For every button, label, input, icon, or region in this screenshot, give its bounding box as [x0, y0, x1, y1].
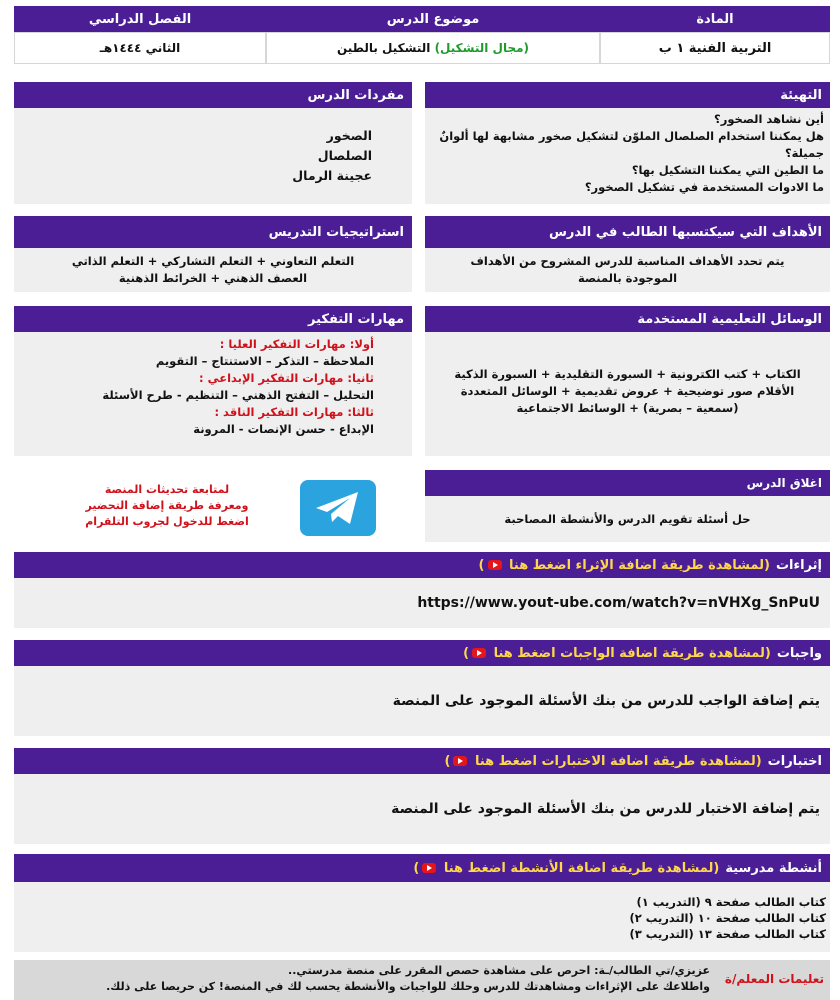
vocab-item: عجينة الرمال: [292, 168, 372, 183]
subject-value: التربية الفنية ١ ب: [600, 32, 830, 64]
topic-name: التشكيل بالطين: [336, 41, 431, 55]
vocab-item: الصخور: [326, 128, 372, 143]
strategies-header: استراتيجيات التدريس: [14, 216, 412, 248]
thinking-header: مهارات التفكير: [14, 306, 412, 332]
tools-header: الوسائل التعليمية المستخدمة: [425, 306, 830, 332]
enrichment-header: إثراءات (لمشاهدة طريقة اضافة الإثراء اضغط هنا ): [14, 552, 830, 578]
enrichment-link[interactable]: (لمشاهدة طريقة اضافة الإثراء اضغط هنا ): [478, 557, 770, 573]
tests-body: يتم إضافة الاختبار للدرس من بنك الأسئلة الموجود على المنصة: [14, 774, 830, 844]
warmup-header: التهيئة: [425, 82, 830, 108]
activities-header: أنشطة مدرسية (لمشاهدة طريقة اضافة الأنشطة اضغط هنا ): [14, 854, 830, 882]
telegram-promo[interactable]: [14, 470, 412, 542]
homework-body: يتم إضافة الواجب للدرس من بنك الأسئلة الموجود على المنصة: [14, 666, 830, 736]
activities-link[interactable]: (لمشاهدة طريقة اضافة الأنشطة اضغط هنا ): [413, 860, 720, 876]
vocab-body: [14, 108, 412, 204]
telegram-text[interactable]: لمتابعة تحديثات المنصة ومعرفة طريقة إضافة التحضير اضغط للدخول لجروب التلقرام: [85, 483, 249, 528]
teacher-text: عزيزي/تي الطالب/ـة: احرص على مشاهدة حصص المقرر على منصة مدرستي.. واطلاعك على الإثراءات ومشاهدتك للدرس وحلك للواجبات والأنشطة يحسب لك في المنصة! كن حريصا على ذلك.: [106, 964, 710, 993]
youtube-icon: [488, 560, 502, 570]
teacher-label: تعليمات المعلم/ة: [724, 972, 824, 986]
warmup-line: ما الادوات المستخدمة في تشكيل الصخور؟: [584, 180, 824, 194]
activity-item: كتاب الطالب صفحة ١٣ (التدريب ٣): [629, 927, 826, 941]
telegram-icon[interactable]: [300, 480, 376, 536]
tools-body: الكتاب + كتب الكترونية + السبورة التقليدية + السبورة الذكية الأقلام صور توضيحية + عروض تقديمية + الوسائل المتعددة (سمعية – بصرية) + الوسائط الاجتماعية: [425, 332, 830, 456]
strategies-body: التعلم التعاوني + التعلم التشاركي + التعلم الذاتي العصف الذهني + الخرائط الذهنية: [14, 248, 412, 292]
activity-item: كتاب الطالب صفحة ٩ (التدريب ١): [636, 895, 826, 909]
objectives-header: الأهداف التي سيكتسبها الطالب في الدرس: [425, 216, 830, 248]
vocab-header: مفردات الدرس: [14, 82, 412, 108]
youtube-icon: [472, 648, 486, 658]
term-header: الفصل الدراسي: [14, 6, 266, 32]
subject-header: المادة: [600, 6, 830, 32]
teacher-instructions: [14, 960, 830, 1000]
topic-field: (مجال التشكيل): [434, 41, 530, 55]
enrichment-url[interactable]: https://www.yout-ube.com/watch?v=nVHXg_SnPuU: [417, 595, 820, 611]
tests-link[interactable]: (لمشاهدة طريقة اضافة الاختبارات اضغط هنا ): [444, 753, 762, 769]
warmup-body: [425, 108, 830, 204]
homework-link[interactable]: (لمشاهدة طريقة اضافة الواجبات اضغط هنا ): [463, 645, 771, 661]
warmup-line: هل يمكننا استخدام الصلصال الملوّن لتشكيل صخور مشابهة لها ألوانٌ جميلة؟: [439, 129, 824, 160]
closing-body: حل أسئلة تقويم الدرس والأنشطة المصاحبة: [425, 496, 830, 542]
closing-header: اغلاق الدرس: [425, 470, 830, 496]
youtube-icon: [422, 863, 436, 873]
thinking-body: أولا: مهارات التفكير العليا : الملاحظة – التذكر – الاستنتاج – التقويم ثانيا: مهارات التفكير الإبداعي : التحليل – التفتح الذهني – التنظيم - طرح الأسئلة ثالثا: مهارات التفكير الناقد : الإبداع - حسن الإنصات - المرونة: [14, 332, 412, 456]
tests-header: اختبارات (لمشاهدة طريقة اضافة الاختبارات اضغط هنا ): [14, 748, 830, 774]
term-value: الثاني ١٤٤٤هـ: [14, 32, 266, 64]
topic-value: [266, 32, 600, 64]
homework-header: واجبات (لمشاهدة طريقة اضافة الواجبات اضغط هنا ): [14, 640, 830, 666]
warmup-line: أين نشاهد الصخور؟: [714, 112, 824, 126]
youtube-icon: [453, 756, 467, 766]
warmup-line: ما الطين التي يمكننا التشكيل بها؟: [631, 163, 824, 177]
topic-header: موضوع الدرس: [266, 6, 600, 32]
objectives-body: يتم تحدد الأهداف المناسبة للدرس المشروح من الأهداف الموجودة بالمنصة: [425, 248, 830, 292]
enrichment-body: [14, 578, 830, 628]
activity-item: كتاب الطالب صفحة ١٠ (التدريب ٢): [629, 911, 826, 925]
vocab-item: الصلصال: [317, 148, 372, 163]
activities-body: [14, 882, 830, 952]
